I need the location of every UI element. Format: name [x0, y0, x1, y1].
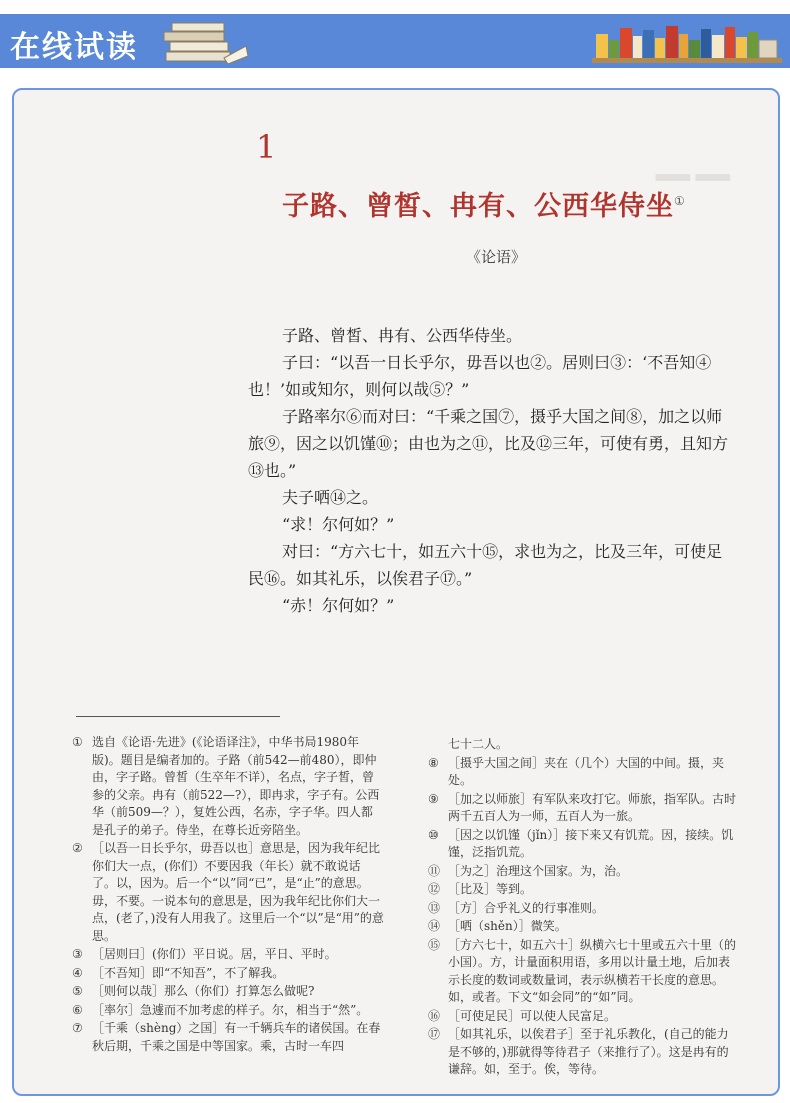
footnote-number: ⑬	[428, 900, 441, 915]
footnote-number: ⑯	[428, 1008, 441, 1023]
footnote	[72, 734, 384, 839]
footnote-text: ［方］合乎礼义的行事准则。	[448, 900, 605, 915]
footnote	[428, 1008, 740, 1026]
footnote	[428, 1026, 740, 1079]
footnote-continuation	[428, 736, 740, 754]
footnote	[428, 827, 740, 862]
footnote-number: ④	[72, 965, 83, 980]
bookshelf-icon	[592, 20, 782, 68]
book-page	[12, 88, 780, 1096]
footnote	[428, 863, 740, 881]
footnote-number: ⑧	[428, 755, 439, 770]
footnote-number: ⑪	[428, 863, 441, 878]
footnote-number: ⑭	[428, 919, 441, 933]
footnote-number: ⑥	[72, 1002, 83, 1017]
footnote-text: ［不吾知］即“不知吾”，不了解我。	[92, 965, 285, 980]
footnote	[72, 983, 384, 1001]
main-text	[248, 322, 738, 619]
paragraph: 子路率尔⑥而对曰：“千乘之国⑦，摄乎大国之间⑧，加之以师旅⑨，因之以饥馑⑩；由也为之⑪，比及⑫三年，可使有勇，且知方⑬也。”	[248, 407, 729, 480]
source-book: 《论语》	[466, 248, 527, 266]
footnote	[428, 755, 740, 790]
footnotes-left-column	[72, 734, 384, 1056]
footnote-text: ［则何以哉］那么（你们）打算怎么做呢?	[92, 984, 315, 998]
footnote-number: ⑰	[428, 1027, 441, 1041]
header-title: 在线试读	[10, 30, 138, 65]
footnote-text: ［因之以饥馑（jǐn）］接下来又有饥荒。因，接续。饥馑，泛指饥荒。	[448, 827, 734, 859]
footnote-text: ［加之以师旅］有军队来攻打它。师旅，指军队。古时两千五百人为一师，五百人为一旅。	[448, 791, 737, 823]
footnote-number: ②	[72, 841, 83, 855]
footnote	[72, 946, 384, 964]
footnote	[72, 1020, 384, 1055]
footnote-number: ⑮	[428, 937, 441, 952]
footnote-text: ［为之］治理这个国家。为，治。	[448, 863, 629, 878]
paragraph: 子曰：“以吾一日长乎尔，毋吾以也②。居则曰③：‘不吾知④也！’如或知尔，则何以哉⑤？”	[248, 353, 712, 399]
footnote-text: ［比及］等到。	[448, 882, 533, 896]
footnote-text: ［如其礼乐，以俟君子］至于礼乐教化，(自己的能力是不够的，)那就得等待君子（来推行了）。这是冉有的谦辞。如，至于。俟，等待。	[448, 1027, 729, 1076]
footnote-text: ［千乘（shèng）之国］有一千辆兵车的诸侯国。在春秋后期，千乘之国是中等国家。乘，古时一车四	[92, 1021, 381, 1053]
show-through-decoration: ▁▁	[656, 130, 736, 181]
footnote-text: ［率尔］急遽而不加考虑的样子。尔，相当于“然”。	[92, 1002, 369, 1017]
footnote-text: ［哂（shěn）］微笑。	[448, 919, 567, 933]
footnote	[72, 840, 384, 945]
lesson-title	[282, 184, 686, 223]
footnote-text: ［摄乎大国之间］夹在（几个）大国的中间。摄，夹处。	[448, 755, 725, 787]
lesson-title-text: 子路、曾皙、冉有、公西华侍坐	[282, 191, 674, 222]
footnote	[428, 791, 740, 826]
footnote-text: ［以吾一日长乎尔，毋吾以也］意思是，因为我年纪比你们大一点，(你们）不要因我（年长）就不敢说话了。以，因为。后一个“以”同“已”，是“止”的意思。毋，不要。一说本句的意思是，因为我年纪比你们大一点，(老了，)没有人用我了。这里后一个“以”是“用”的意思。	[92, 841, 384, 943]
footnote-number: ③	[72, 947, 83, 961]
footnote	[428, 900, 740, 918]
footnote-text: ［可使足民］可以使人民富足。	[448, 1008, 617, 1023]
footnote-text: 选自《论语·先进》(《论语译注》，中华书局1980年版)。题目是编者加的。子路（前542—前480），即仲由，字子路。曾皙（生卒年不详），名点，字子皙，曾参的父亲。冉有（前522—?），即冉求，字子有。公西华（前509—？），复姓公西，名赤，字子华。四人都是孔子的弟子。侍坐，在尊长近旁陪坐。	[92, 735, 380, 837]
footnotes-right-column	[428, 736, 740, 1080]
footnote	[428, 918, 740, 936]
paragraph: “赤！尔何如？”	[282, 596, 395, 615]
title-note-mark: ①	[674, 194, 686, 208]
footnote-number: ⑤	[72, 984, 83, 998]
paragraph: “求！尔何如？”	[282, 515, 395, 534]
header-banner	[0, 14, 790, 68]
paragraph: 对曰：“方六七十，如五六十⑮，求也为之，比及三年，可使足民⑯。如其礼乐，以俟君子⑰。”	[248, 542, 723, 588]
paragraph: 子路、曾皙、冉有、公西华侍坐。	[282, 326, 523, 345]
footnote	[72, 965, 384, 983]
footnote-number: ①	[72, 735, 83, 749]
footnote	[72, 1002, 384, 1020]
footnote-number: ⑦	[72, 1021, 83, 1035]
footnote-text: 七十二人。	[448, 737, 509, 751]
footnote-text: ［方六七十，如五六十］纵横六七十里或五六十里（的小国）。方，计量面积用语，多用以计量土地，后加表示长度的数词或数量词，表示纵横若干长度的意思。如，或者。下文“如会同”的“如”同。	[448, 937, 737, 1004]
paragraph: 夫子哂⑭之。	[282, 488, 379, 507]
footnote-number: ⑩	[428, 827, 439, 842]
footnote-number: ⑫	[428, 882, 441, 896]
footnote-text: ［居则曰］(你们）平日说。居，平日、平时。	[92, 947, 337, 961]
footnote	[428, 881, 740, 899]
chapter-number: 1	[256, 128, 277, 166]
footnote	[428, 937, 740, 1007]
footnote-divider	[76, 716, 280, 717]
footnote-number: ⑨	[428, 791, 439, 806]
books-stack-icon	[162, 18, 252, 68]
